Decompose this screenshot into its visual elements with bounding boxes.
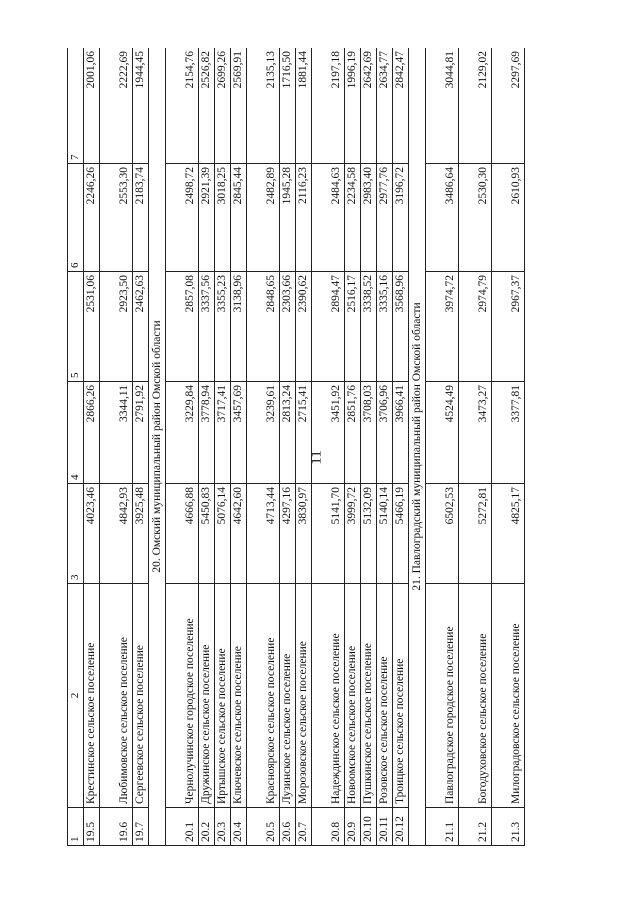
value-cell: 2303,66 — [280, 272, 296, 382]
settlement-name-cell: Ключевское сельское поселение — [231, 584, 247, 808]
value-cell: 2813,24 — [280, 382, 296, 484]
value-cell: 2634,77 — [377, 48, 393, 164]
row-number-cell: 20.7 — [296, 808, 312, 846]
value-cell: 3717,41 — [215, 382, 231, 484]
value-cell: 4842,93 — [100, 484, 133, 584]
value-cell: 2462,63 — [133, 272, 149, 382]
value-cell: 2848,65 — [247, 272, 280, 382]
value-cell: 3196,72 — [393, 164, 409, 272]
value-cell: 2642,69 — [361, 48, 377, 164]
value-cell: 2498,72 — [166, 164, 199, 272]
table-row — [393, 48, 409, 846]
settlement-name-cell: Новоомское сельское поселение — [345, 584, 361, 808]
value-cell: 1996,19 — [345, 48, 361, 164]
value-cell: 2001,06 — [84, 48, 100, 164]
value-cell: 3335,16 — [377, 272, 393, 382]
section-title: 21. Павлоградский муниципальный район Омской области — [409, 48, 426, 846]
value-cell: 2484,63 — [312, 164, 345, 272]
page-number: 11 — [308, 450, 325, 465]
section-title: 20. Омский муниципальный район Омской области — [149, 48, 166, 846]
settlement-name-cell: Пушкинское сельское поселение — [361, 584, 377, 808]
value-cell: 4642,60 — [231, 484, 247, 584]
section-header-row — [149, 48, 166, 846]
value-cell: 3925,48 — [133, 484, 149, 584]
row-number-cell: 21.1 — [426, 808, 459, 846]
settlement-name-cell: Богодуховское сельское поселение — [459, 584, 492, 808]
value-cell: 2234,58 — [345, 164, 361, 272]
table-row — [426, 48, 459, 846]
value-cell: 3344,11 — [100, 382, 133, 484]
value-cell: 3355,23 — [215, 272, 231, 382]
value-cell: 3974,72 — [426, 272, 459, 382]
row-number-cell: 20.10 — [361, 808, 377, 846]
value-cell: 2921,39 — [199, 164, 215, 272]
table-row — [231, 48, 247, 846]
value-cell: 3830,97 — [296, 484, 312, 584]
value-cell: 4825,17 — [492, 484, 525, 584]
row-number-cell: 20.2 — [199, 808, 215, 846]
row-number-cell: 20.9 — [345, 808, 361, 846]
row-number-cell: 19.5 — [84, 808, 100, 846]
settlement-name-cell: Милоградовское сельское поселение — [492, 584, 525, 808]
value-cell: 2516,17 — [345, 272, 361, 382]
table-row — [215, 48, 231, 846]
value-cell: 5466,19 — [393, 484, 409, 584]
value-cell: 3338,52 — [361, 272, 377, 382]
column-number-row — [68, 48, 84, 846]
value-cell: 2183,74 — [133, 164, 149, 272]
settlement-name-cell: Павлоградское городское поселение — [426, 584, 459, 808]
value-cell: 3708,03 — [361, 382, 377, 484]
value-cell: 4524,49 — [426, 382, 459, 484]
value-cell: 2923,50 — [100, 272, 133, 382]
value-cell: 3568,96 — [393, 272, 409, 382]
value-cell: 2845,44 — [231, 164, 247, 272]
value-cell: 3457,69 — [231, 382, 247, 484]
table-row — [133, 48, 149, 846]
column-header: 6 — [68, 164, 84, 272]
row-number-cell: 19.6 — [100, 808, 133, 846]
row-number-cell: 21.2 — [459, 808, 492, 846]
settlement-name-cell: Любимовское сельское поселение — [100, 584, 133, 808]
value-cell: 4666,88 — [166, 484, 199, 584]
section-header-row — [409, 48, 426, 846]
value-cell: 2116,23 — [296, 164, 312, 272]
value-cell: 5141,70 — [312, 484, 345, 584]
settlement-name-cell: Лузинское сельское поселение — [280, 584, 296, 808]
table-row — [312, 48, 345, 846]
value-cell: 3451,92 — [312, 382, 345, 484]
value-cell: 3229,84 — [166, 382, 199, 484]
row-number-cell: 20.5 — [247, 808, 280, 846]
value-cell: 2983,40 — [361, 164, 377, 272]
value-cell: 6502,53 — [426, 484, 459, 584]
row-number-cell: 21.3 — [492, 808, 525, 846]
value-cell: 2699,26 — [215, 48, 231, 164]
value-cell: 5140,14 — [377, 484, 393, 584]
table-row — [166, 48, 199, 846]
settlement-name-cell: Дружинское сельское поселение — [199, 584, 215, 808]
row-number-cell: 20.11 — [377, 808, 393, 846]
table-row — [345, 48, 361, 846]
value-cell: 3999,72 — [345, 484, 361, 584]
row-number-cell: 20.6 — [280, 808, 296, 846]
table-row — [492, 48, 525, 846]
value-cell: 2977,76 — [377, 164, 393, 272]
value-cell: 2715,41 — [296, 382, 312, 484]
settlement-name-cell: Надеждинское сельское поселение — [312, 584, 345, 808]
table-row — [459, 48, 492, 846]
value-cell: 3706,96 — [377, 382, 393, 484]
value-cell: 3778,94 — [199, 382, 215, 484]
value-cell: 3138,96 — [231, 272, 247, 382]
value-cell: 5272,81 — [459, 484, 492, 584]
row-number-cell: 20.3 — [215, 808, 231, 846]
value-cell: 3239,61 — [247, 382, 280, 484]
column-header: 3 — [68, 484, 84, 584]
value-cell: 2851,76 — [345, 382, 361, 484]
value-cell: 2791,92 — [133, 382, 149, 484]
settlement-name-cell: Красноярское сельское поселение — [247, 584, 280, 808]
table-row — [247, 48, 280, 846]
value-cell: 2135,13 — [247, 48, 280, 164]
value-cell: 2569,91 — [231, 48, 247, 164]
settlement-name-cell: Чернолучинское городское поселение — [166, 584, 199, 808]
value-cell: 2974,79 — [459, 272, 492, 382]
value-cell: 3018,25 — [215, 164, 231, 272]
table-body — [84, 48, 525, 846]
row-number-cell: 20.12 — [393, 808, 409, 846]
value-cell: 1945,28 — [280, 164, 296, 272]
rotated-table-container — [67, 48, 611, 846]
settlements-table — [67, 48, 525, 846]
column-header: 1 — [68, 808, 84, 846]
column-header: 2 — [68, 584, 84, 808]
value-cell: 5132,09 — [361, 484, 377, 584]
table-area — [67, 48, 611, 846]
settlement-name-cell: Крестинское сельское поселение — [84, 584, 100, 808]
row-number-cell: 20.8 — [312, 808, 345, 846]
value-cell: 1944,45 — [133, 48, 149, 164]
value-cell: 2154,76 — [166, 48, 199, 164]
column-header: 5 — [68, 272, 84, 382]
table-row — [377, 48, 393, 846]
value-cell: 2129,02 — [459, 48, 492, 164]
value-cell: 2526,82 — [199, 48, 215, 164]
settlement-name-cell: Морозовское сельское поселение — [296, 584, 312, 808]
value-cell: 2842,47 — [393, 48, 409, 164]
value-cell: 2553,30 — [100, 164, 133, 272]
value-cell: 3377,81 — [492, 382, 525, 484]
value-cell: 3486,64 — [426, 164, 459, 272]
value-cell: 3473,27 — [459, 382, 492, 484]
value-cell: 1716,50 — [280, 48, 296, 164]
value-cell: 2297,69 — [492, 48, 525, 164]
value-cell: 4023,46 — [84, 484, 100, 584]
table-row — [100, 48, 133, 846]
settlement-name-cell: Троицкое сельское поселение — [393, 584, 409, 808]
value-cell: 2222,69 — [100, 48, 133, 164]
value-cell: 2894,47 — [312, 272, 345, 382]
value-cell: 3966,41 — [393, 382, 409, 484]
value-cell: 1881,44 — [296, 48, 312, 164]
settlement-name-cell: Иртышское сельское поселение — [215, 584, 231, 808]
value-cell: 2866,26 — [84, 382, 100, 484]
value-cell: 4297,16 — [280, 484, 296, 584]
table-row — [361, 48, 377, 846]
value-cell: 2246,26 — [84, 164, 100, 272]
value-cell: 2967,37 — [492, 272, 525, 382]
value-cell: 5076,14 — [215, 484, 231, 584]
value-cell: 2857,08 — [166, 272, 199, 382]
settlement-name-cell: Сергеевское сельское поселение — [133, 584, 149, 808]
table-row — [199, 48, 215, 846]
table-row — [84, 48, 100, 846]
settlement-name-cell: Розовское сельское поселение — [377, 584, 393, 808]
column-header: 4 — [68, 382, 84, 484]
value-cell: 4713,44 — [247, 484, 280, 584]
table-row — [296, 48, 312, 846]
value-cell: 3337,56 — [199, 272, 215, 382]
row-number-cell: 19.7 — [133, 808, 149, 846]
row-number-cell: 20.4 — [231, 808, 247, 846]
value-cell: 2530,30 — [459, 164, 492, 272]
value-cell: 2482,89 — [247, 164, 280, 272]
value-cell: 2531,06 — [84, 272, 100, 382]
value-cell: 2610,93 — [492, 164, 525, 272]
table-row — [280, 48, 296, 846]
value-cell: 2390,62 — [296, 272, 312, 382]
row-number-cell: 20.1 — [166, 808, 199, 846]
column-header: 7 — [68, 48, 84, 164]
value-cell: 3044,81 — [426, 48, 459, 164]
value-cell: 5450,83 — [199, 484, 215, 584]
value-cell: 2197,18 — [312, 48, 345, 164]
